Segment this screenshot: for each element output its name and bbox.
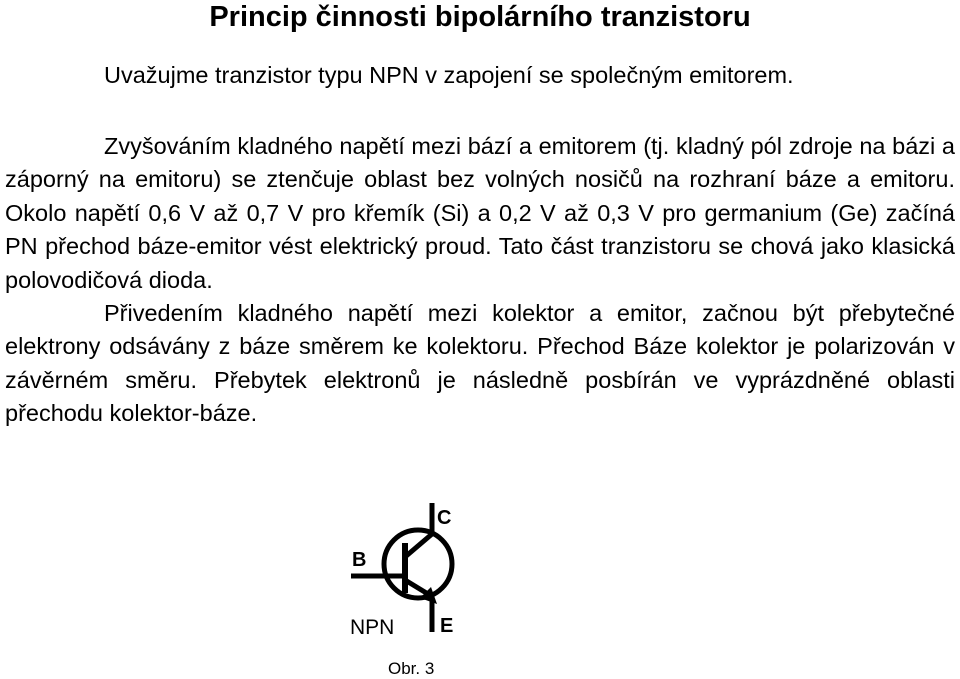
label-base: B bbox=[352, 549, 367, 571]
emitter-diagonal bbox=[405, 580, 428, 594]
paragraph-base-emitter: Zvyšováním kladného napětí mezi bází a emitorem (tj. kladný pól zdroje na bázi a záporný na emitoru) se ztenčuje oblast bez volných nosičů na rozhraní báze a emitoru. Okolo napětí 0,6 V až 0,7 V pro křemík (Si) a 0,2 V až 0,3 V pro germanium (Ge) začíná PN přechod báze-emitor vést elektrický proud. Tato část tranzistoru se chová jako klasická polovodičová dioda. bbox=[5, 133, 955, 293]
paragraph-collector-emitter: Přivedením kladného napětí mezi kolektor a emitor, začnou být přebytečné elektrony odsávány z báze směrem ke kolektoru. Přechod Báze kolektor je polarizován v závěrném směru. Přebytek elektronů je následně posbírán ve vyprázdněné oblasti přechodu kolektor-báze. bbox=[5, 300, 955, 427]
figure-caption: Obr. 3 bbox=[388, 659, 435, 678]
label-emitter: E bbox=[440, 615, 454, 637]
npn-transistor-symbol bbox=[340, 492, 480, 652]
body-text bbox=[5, 130, 955, 431]
label-collector: C bbox=[437, 507, 452, 529]
label-npn: NPN bbox=[350, 616, 395, 639]
intro-paragraph: Uvažujme tranzistor typu NPN v zapojení se společným emitorem. bbox=[104, 62, 794, 88]
page-title: Princip činnosti bipolárního tranzistoru bbox=[209, 1, 751, 33]
collector-diagonal bbox=[405, 534, 432, 557]
